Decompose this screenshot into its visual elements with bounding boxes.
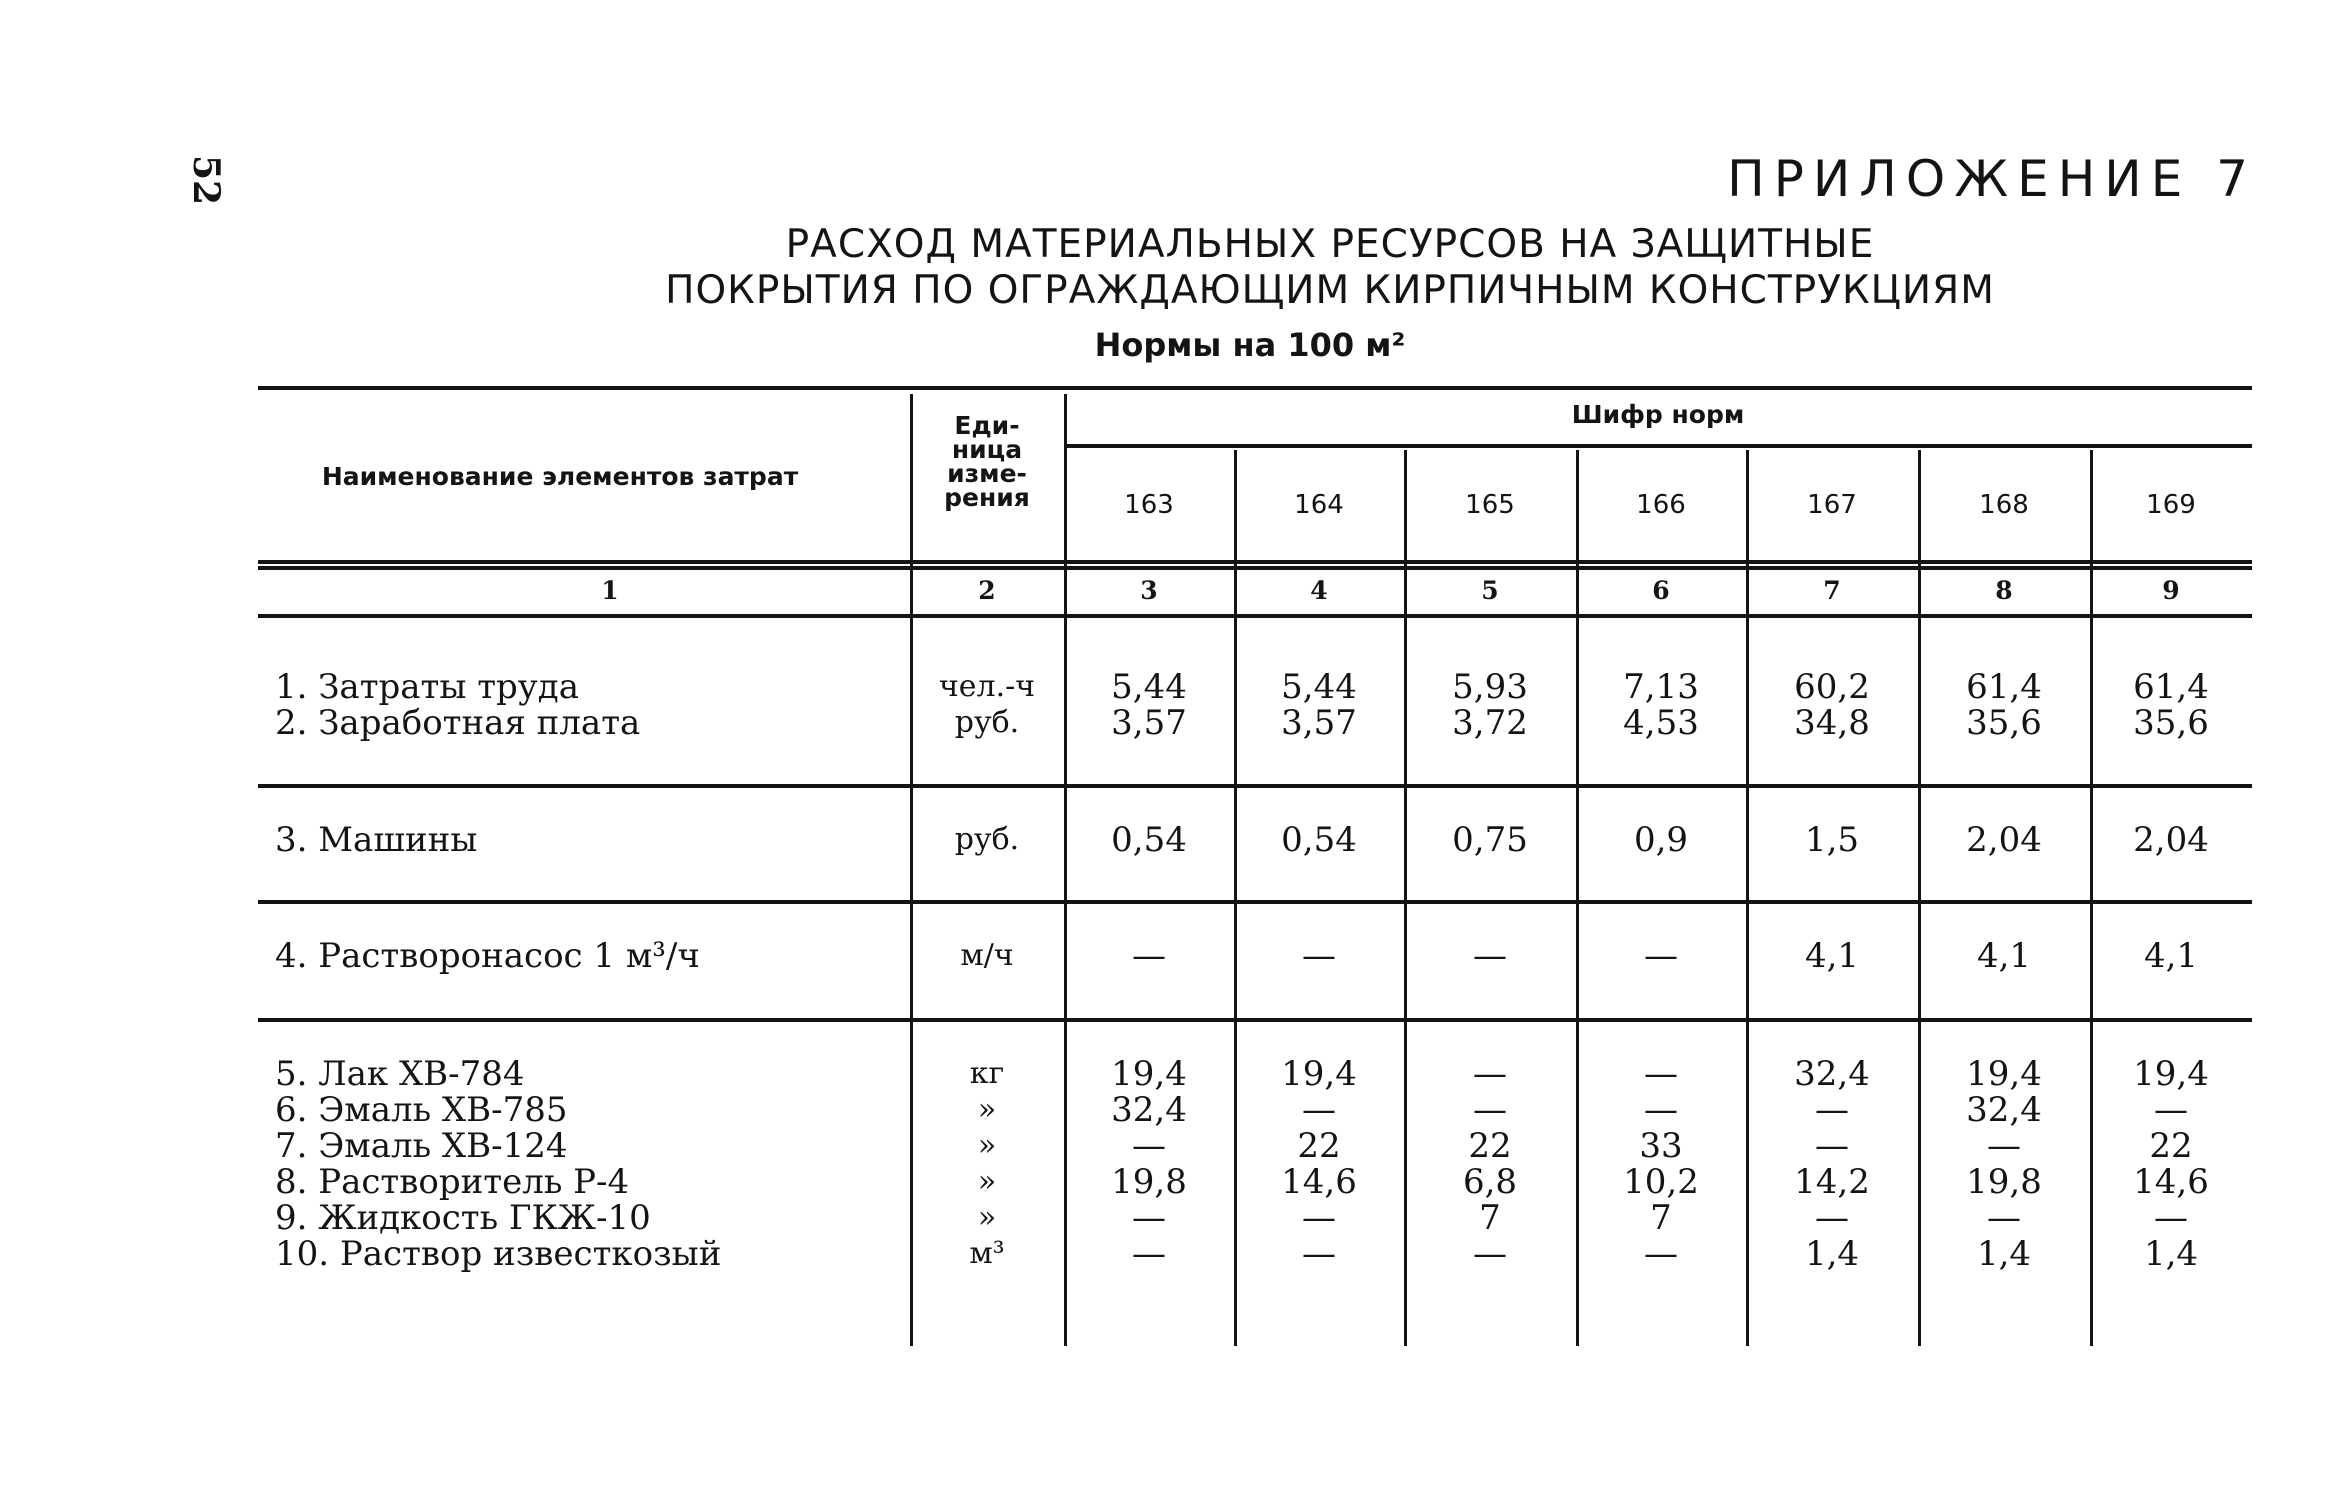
table-row-1-2-value-166: 4,53 [1623, 703, 1699, 743]
table-row-4-6-value-166: — [1644, 1234, 1678, 1274]
table-row-4-5-unit: » [977, 1200, 997, 1235]
table-row-4-1-value-169: 19,4 [2133, 1054, 2209, 1094]
table-row-4-1-value-163: 19,4 [1111, 1054, 1187, 1094]
norms-subtitle: Нормы на 100 м² [1094, 326, 1406, 364]
table-row-4-6-value-165: — [1473, 1234, 1507, 1274]
table-row-1-1-value-165: 5,93 [1452, 667, 1528, 707]
table-row-4-6-name: 10. Раствор известкозый [275, 1234, 722, 1274]
norm-code-168: 168 [1979, 490, 2029, 520]
table-row-4-2-value-166: — [1644, 1090, 1678, 1130]
header-unit: Еди- ница изме- рения [944, 411, 1030, 512]
table-row-1-1-value-169: 61,4 [2133, 667, 2209, 707]
table-row-1-1-name: 1. Затраты труда [275, 667, 580, 707]
table-row-1-1-value-164: 5,44 [1281, 667, 1357, 707]
table-row-4-1-value-168: 19,4 [1966, 1054, 2042, 1094]
column-number-9: 9 [2162, 576, 2180, 605]
table-row-2-1-value-165: 0,75 [1452, 820, 1528, 860]
col-divider-unit [1064, 394, 1067, 1346]
table-row-3-1-name: 4. Растворонасос 1 м³/ч [275, 936, 700, 976]
col-divider-code-2 [1404, 450, 1407, 1346]
table-row-4-6-value-168: 1,4 [1976, 1234, 2032, 1274]
col-divider-code-3 [1576, 450, 1579, 1346]
column-number-6: 6 [1652, 576, 1670, 605]
table-row-4-6-unit: м³ [969, 1236, 1005, 1271]
table-row-2-1-value-168: 2,04 [1966, 820, 2042, 860]
table-row-2-1-name: 3. Машины [275, 820, 478, 860]
page-number: 52 [185, 154, 227, 206]
table-row-3-1-unit: м/ч [960, 938, 1014, 973]
table-row-2-1-value-164: 0,54 [1281, 820, 1357, 860]
table-row-3-1-value-168: 4,1 [1976, 936, 2032, 976]
table-row-4-6-value-169: 1,4 [2143, 1234, 2199, 1274]
table-row-4-2-value-165: — [1473, 1090, 1507, 1130]
column-number-1: 1 [601, 576, 619, 605]
table-row-4-2-value-169: — [2154, 1090, 2188, 1130]
col-divider-code-5 [1918, 450, 1921, 1346]
column-number-3: 3 [1140, 576, 1158, 605]
column-number-8: 8 [1995, 576, 2013, 605]
table-row-4-3-value-165: 22 [1468, 1126, 1512, 1166]
table-row-3-1-value-166: — [1644, 936, 1678, 976]
table-row-4-4-name: 8. Растворитель Р-4 [275, 1162, 630, 1202]
group-separator-2 [258, 900, 2252, 904]
table-row-4-3-value-166: 33 [1639, 1126, 1683, 1166]
table-row-4-1-unit: кг [969, 1056, 1005, 1091]
group-separator-1 [258, 784, 2252, 788]
table-row-1-2-name: 2. Заработная плата [275, 703, 641, 743]
header-codes: Шифр норм [1571, 400, 1745, 429]
column-number-7: 7 [1823, 576, 1841, 605]
column-numbers-top-rule [258, 566, 2252, 570]
norm-code-166: 166 [1636, 490, 1686, 520]
table-row-4-4-value-164: 14,6 [1281, 1162, 1357, 1202]
table-row-1-2-value-168: 35,6 [1966, 703, 2042, 743]
title-line-1: РАСХОД МАТЕРИАЛЬНЫХ РЕСУРСОВ НА ЗАЩИТНЫЕ [785, 222, 1875, 267]
codes-rule [1064, 444, 2252, 448]
table-row-3-1-value-169: 4,1 [2143, 936, 2199, 976]
table-row-4-3-value-167: — [1815, 1126, 1849, 1166]
table-row-4-5-name: 9. Жидкость ГКЖ-10 [275, 1198, 651, 1238]
table-row-4-6-value-167: 1,4 [1804, 1234, 1860, 1274]
table-row-4-2-unit: » [977, 1092, 997, 1127]
col-divider-code-6 [2090, 450, 2093, 1346]
table-row-4-1-value-167: 32,4 [1794, 1054, 1870, 1094]
column-number-4: 4 [1310, 576, 1328, 605]
table-row-1-1-value-163: 5,44 [1111, 667, 1187, 707]
group-separator-3 [258, 1018, 2252, 1022]
norm-code-165: 165 [1465, 490, 1515, 520]
table-row-1-2-value-165: 3,72 [1452, 703, 1528, 743]
col-divider-code-1 [1234, 450, 1237, 1346]
table-row-1-2-value-169: 35,6 [2133, 703, 2209, 743]
table-row-4-6-value-163: — [1132, 1234, 1166, 1274]
table-row-1-2-value-167: 34,8 [1794, 703, 1870, 743]
table-row-4-4-value-165: 6,8 [1462, 1162, 1518, 1202]
col-divider-code-4 [1746, 450, 1749, 1346]
column-numbers-bottom-rule [258, 614, 2252, 618]
table-row-4-5-value-169: — [2154, 1198, 2188, 1238]
table-row-4-2-value-168: 32,4 [1966, 1090, 2042, 1130]
table-row-2-1-value-166: 0,9 [1633, 820, 1689, 860]
table-row-4-5-value-164: — [1302, 1198, 1336, 1238]
table-row-4-5-value-167: — [1815, 1198, 1849, 1238]
table-row-2-1-value-167: 1,5 [1804, 820, 1860, 860]
table-row-4-3-value-163: — [1132, 1126, 1166, 1166]
table-row-3-1-value-167: 4,1 [1804, 936, 1860, 976]
table-row-1-1-value-168: 61,4 [1966, 667, 2042, 707]
table-row-4-5-value-165: 7 [1479, 1198, 1501, 1238]
table-row-4-2-value-164: — [1302, 1090, 1336, 1130]
column-number-5: 5 [1481, 576, 1499, 605]
column-number-2: 2 [978, 576, 996, 605]
table-row-4-1-value-164: 19,4 [1281, 1054, 1357, 1094]
title-line-2: ПОКРЫТИЯ ПО ОГРАЖДАЮЩИМ КИРПИЧНЫМ КОНСТРУКЦИЯМ [665, 268, 1995, 313]
table-row-3-1-value-163: — [1132, 936, 1166, 976]
table-row-4-4-unit: » [977, 1164, 997, 1199]
table-row-4-4-value-166: 10,2 [1623, 1162, 1699, 1202]
table-row-4-1-value-165: — [1473, 1054, 1507, 1094]
table-row-4-3-name: 7. Эмаль ХВ-124 [275, 1126, 568, 1166]
norm-code-167: 167 [1807, 490, 1857, 520]
table-row-1-2-unit: руб. [954, 705, 1020, 740]
header-bottom-rule [258, 560, 2252, 564]
norm-code-164: 164 [1294, 490, 1344, 520]
norm-code-169: 169 [2146, 490, 2196, 520]
table-top-rule [258, 386, 2252, 390]
table-row-4-1-value-166: — [1644, 1054, 1678, 1094]
appendix-title: ПРИЛОЖЕНИЕ 7 [1727, 150, 2257, 208]
table-row-3-1-value-164: — [1302, 936, 1336, 976]
table-row-1-1-value-167: 60,2 [1794, 667, 1870, 707]
table-row-4-4-value-167: 14,2 [1794, 1162, 1870, 1202]
table-row-4-2-name: 6. Эмаль ХВ-785 [275, 1090, 568, 1130]
table-row-4-5-value-168: — [1987, 1198, 2021, 1238]
table-row-4-4-value-169: 14,6 [2133, 1162, 2209, 1202]
table-row-2-1-unit: руб. [954, 822, 1020, 857]
table-row-4-3-value-169: 22 [2149, 1126, 2193, 1166]
table-row-4-3-value-168: — [1987, 1126, 2021, 1166]
table-row-4-5-value-166: 7 [1650, 1198, 1672, 1238]
table-row-1-2-value-163: 3,57 [1111, 703, 1187, 743]
table-row-4-1-name: 5. Лак ХВ-784 [275, 1054, 525, 1094]
col-divider-name [910, 394, 913, 1346]
norm-code-163: 163 [1124, 490, 1174, 520]
table-row-4-6-value-164: — [1302, 1234, 1336, 1274]
table-row-1-1-value-166: 7,13 [1623, 667, 1699, 707]
table-row-4-4-value-168: 19,8 [1966, 1162, 2042, 1202]
table-row-4-5-value-163: — [1132, 1198, 1166, 1238]
table-row-4-2-value-163: 32,4 [1111, 1090, 1187, 1130]
table-row-1-2-value-164: 3,57 [1281, 703, 1357, 743]
table-row-4-3-value-164: 22 [1297, 1126, 1341, 1166]
header-name: Наименование элементов затрат [321, 462, 799, 491]
table-row-3-1-value-165: — [1473, 936, 1507, 976]
table-row-1-1-unit: чел.-ч [938, 669, 1036, 704]
table-row-4-3-unit: » [977, 1128, 997, 1163]
table-row-2-1-value-169: 2,04 [2133, 820, 2209, 860]
table-row-4-2-value-167: — [1815, 1090, 1849, 1130]
table-row-4-4-value-163: 19,8 [1111, 1162, 1187, 1202]
table-row-2-1-value-163: 0,54 [1111, 820, 1187, 860]
